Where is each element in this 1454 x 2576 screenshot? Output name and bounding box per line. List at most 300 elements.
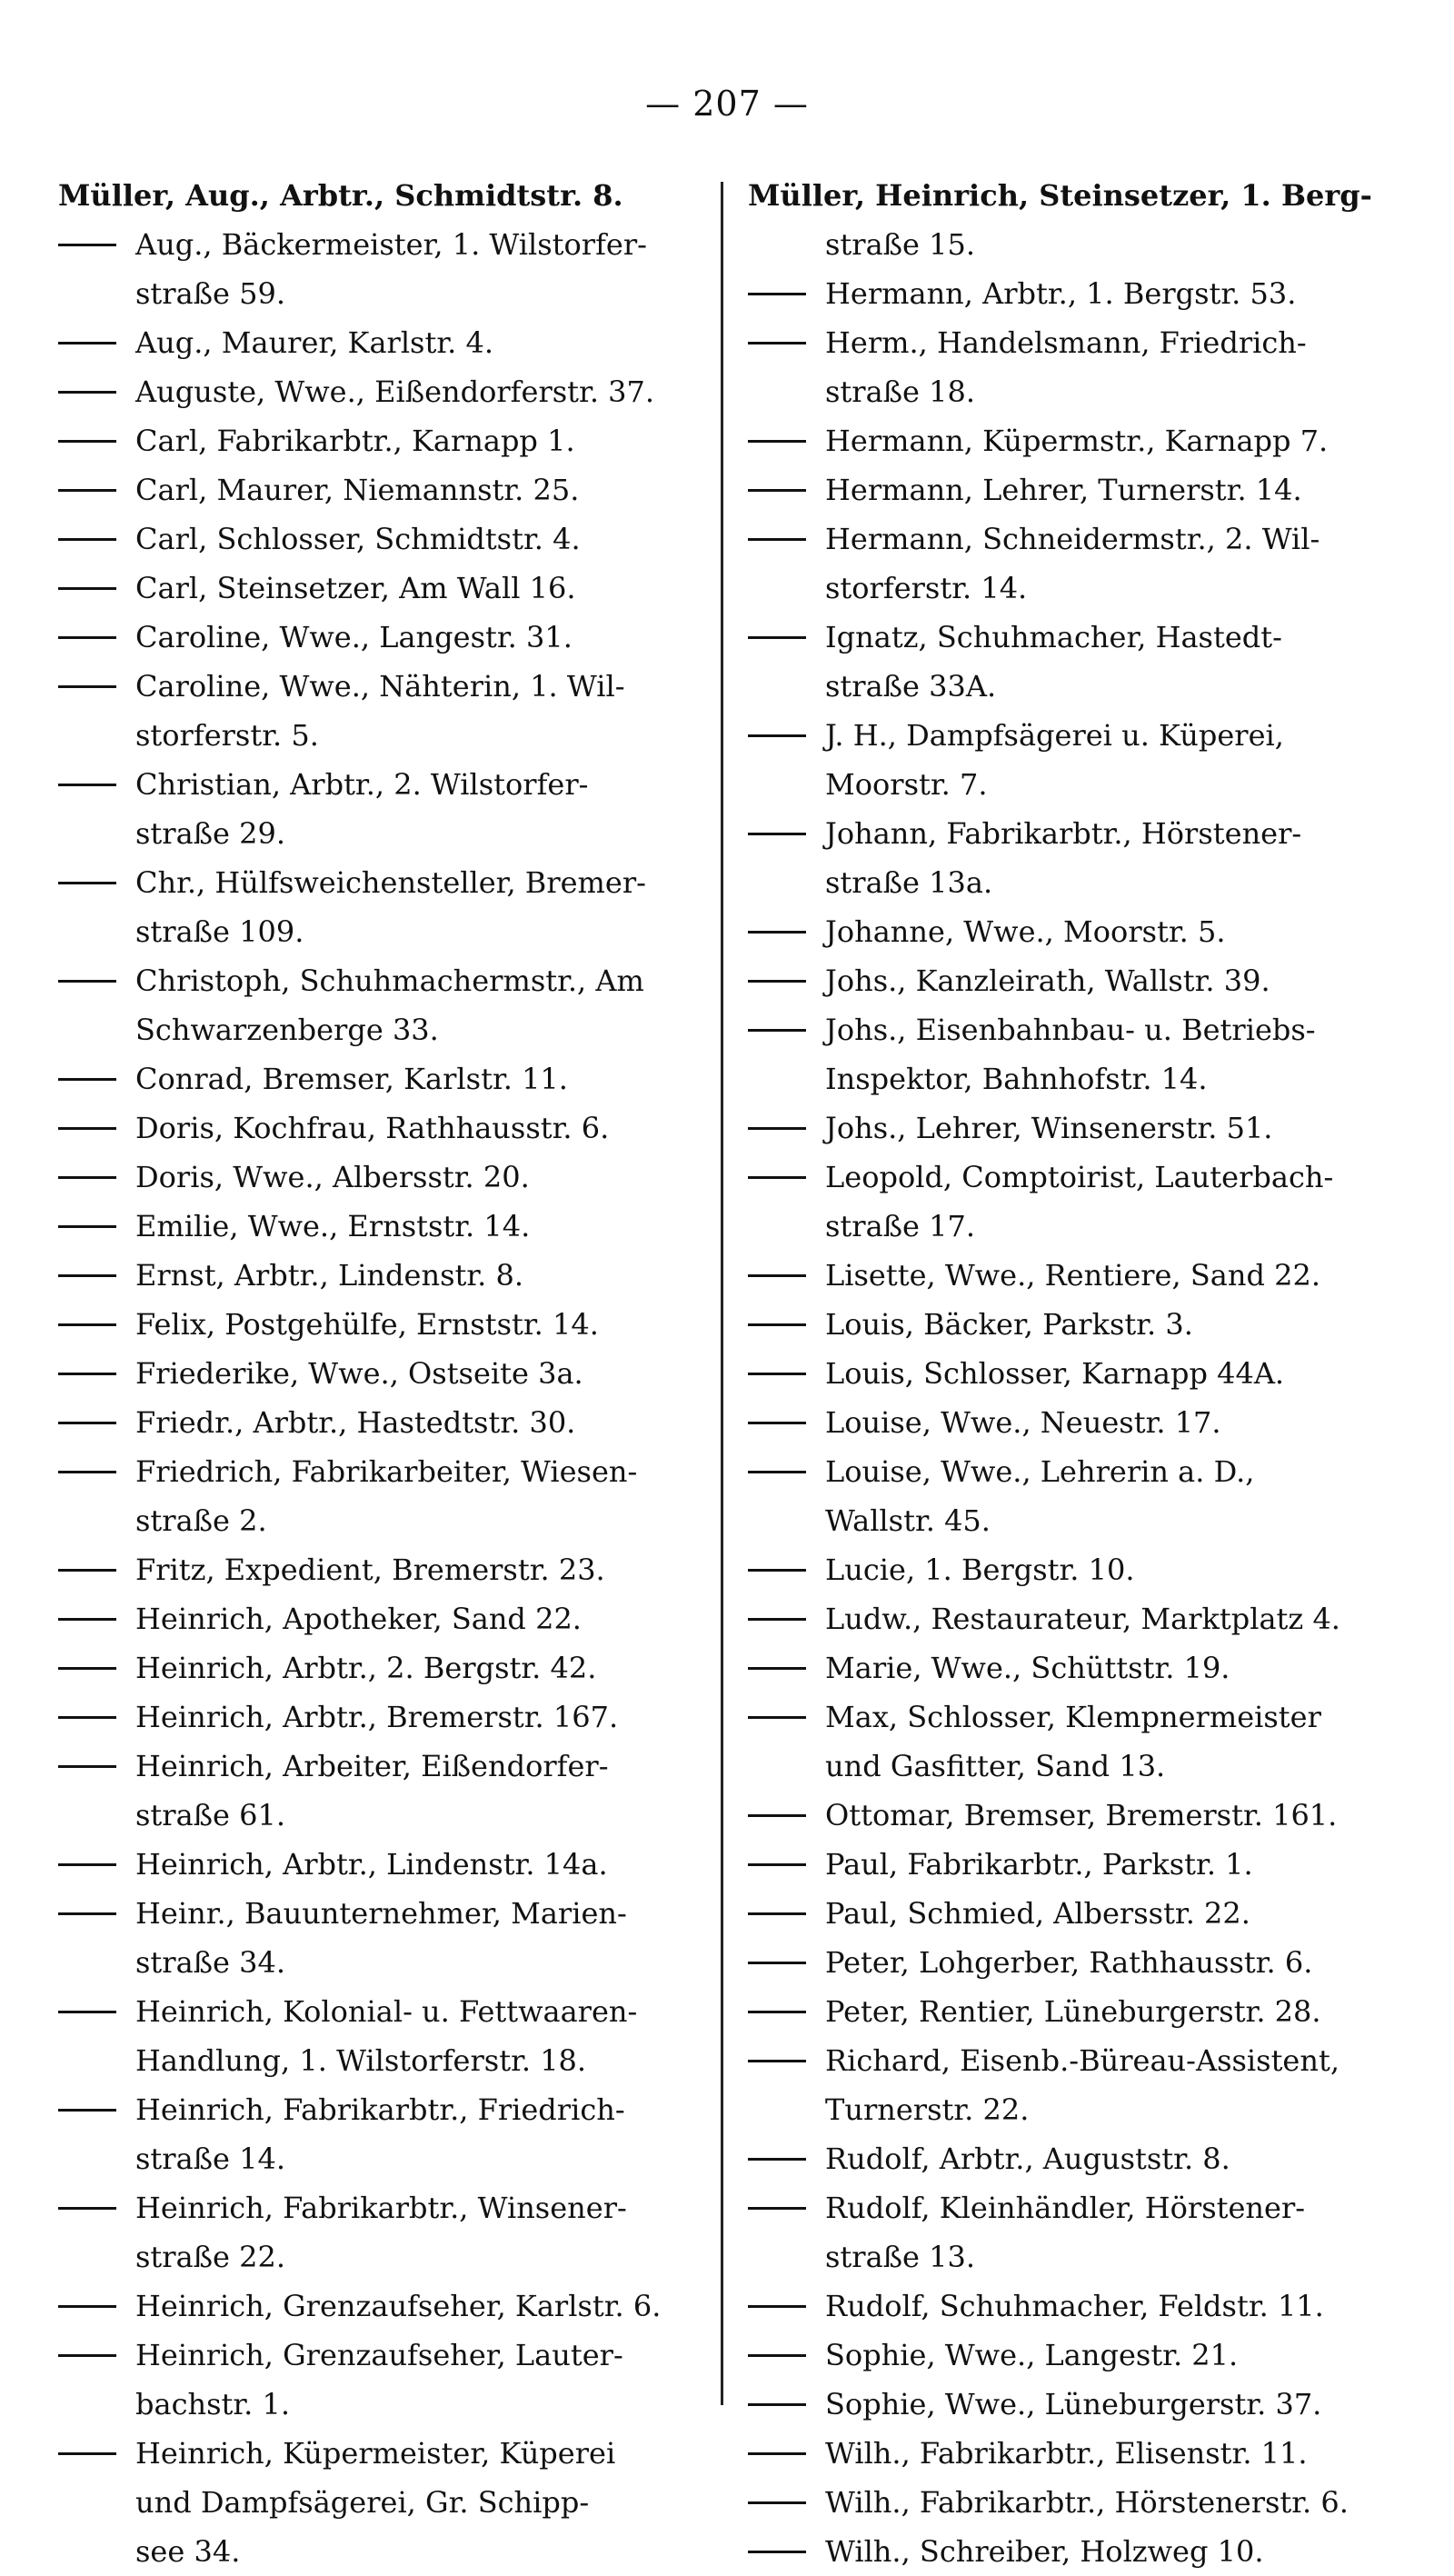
entry-text: Heinr., Bauunternehmer, Marien- <box>135 1896 627 1931</box>
directory-entry <box>748 514 1384 613</box>
entry-first-line <box>748 2478 1384 2527</box>
directory-entry <box>58 2281 712 2331</box>
ditto-dash <box>58 1594 135 1643</box>
directory-entry <box>58 1349 712 1398</box>
entry-first-line <box>748 416 1384 465</box>
entry-continuation-line <box>58 2134 712 2183</box>
entry-first-line <box>58 1643 712 1692</box>
directory-entry <box>748 2478 1384 2527</box>
entry-text: Carl, Schlosser, Schmidtstr. 4. <box>135 522 581 556</box>
entry-text: Felix, Postgehülfe, Ernststr. 14. <box>135 1307 599 1342</box>
entry-first-line <box>748 1447 1384 1496</box>
entry-continuation-line <box>58 907 712 956</box>
directory-entry <box>58 760 712 858</box>
directory-entry <box>748 1791 1384 1840</box>
entry-first-line <box>58 1840 712 1889</box>
directory-entry <box>58 1153 712 1202</box>
directory-entry <box>748 2036 1384 2134</box>
entry-text: Lucie, 1. Bergstr. 10. <box>825 1553 1135 1587</box>
directory-entry <box>748 318 1384 416</box>
entry-text: Lisette, Wwe., Rentiere, Sand 22. <box>825 1258 1320 1293</box>
entry-text: storferstr. 14. <box>825 571 1028 605</box>
directory-entry <box>748 2380 1384 2429</box>
ditto-dash <box>748 318 825 367</box>
entry-text: Paul, Schmied, Albersstr. 22. <box>825 1896 1250 1931</box>
entry-text: Ludw., Restaurateur, Marktplatz 4. <box>825 1602 1340 1636</box>
ditto-dash <box>748 907 825 956</box>
directory-entry <box>58 514 712 564</box>
entry-text: straße 14. <box>135 2142 286 2176</box>
directory-entry <box>58 1054 712 1103</box>
entry-first-line <box>58 1054 712 1103</box>
entry-first-line <box>748 2380 1384 2429</box>
entry-text: Carl, Maurer, Niemannstr. 25. <box>135 473 580 507</box>
ditto-dash <box>58 613 135 662</box>
directory-entry <box>748 1938 1384 1987</box>
entry-first-line <box>748 2036 1384 2085</box>
directory-entry <box>58 416 712 465</box>
entry-first-line <box>58 1251 712 1300</box>
entry-first-line <box>58 1692 712 1742</box>
entry-text: Heinrich, Grenzaufseher, Karlstr. 6. <box>135 2289 662 2323</box>
entry-text: Fritz, Expedient, Bremerstr. 23. <box>135 1553 605 1587</box>
entry-continuation-line <box>748 367 1384 416</box>
entry-first-line <box>58 858 712 907</box>
ditto-dash <box>748 613 825 662</box>
ditto-dash <box>748 269 825 318</box>
ditto-dash <box>748 2527 825 2576</box>
entry-text: Wilh., Fabrikarbtr., Elisenstr. 11. <box>825 2436 1308 2471</box>
directory-entry <box>58 1447 712 1545</box>
directory-entry <box>748 2183 1384 2281</box>
directory-entry <box>748 269 1384 318</box>
ditto-dash <box>58 1447 135 1496</box>
entry-text: straße 2. <box>135 1503 267 1538</box>
entry-first-line <box>748 2429 1384 2478</box>
entry-text: straße 33A. <box>825 669 997 704</box>
ditto-dash <box>748 1594 825 1643</box>
entry-text: Christoph, Schuhmachermstr., Am <box>135 964 644 998</box>
ditto-dash <box>58 465 135 514</box>
entry-first-line <box>748 2331 1384 2380</box>
ditto-dash <box>748 809 825 858</box>
ditto-dash <box>58 2281 135 2331</box>
entry-continuation-line <box>58 2527 712 2576</box>
column-divider <box>721 182 723 2405</box>
entry-text: Turnerstr. 22. <box>825 2092 1030 2127</box>
ditto-dash <box>58 2085 135 2134</box>
entry-text: Peter, Rentier, Lüneburgerstr. 28. <box>825 1994 1321 2029</box>
entry-first-line <box>748 1987 1384 2036</box>
entry-first-line <box>58 2281 712 2331</box>
ditto-dash <box>58 662 135 711</box>
ditto-dash <box>748 2478 825 2527</box>
entry-first-line <box>748 318 1384 367</box>
entry-text: Heinrich, Fabrikarbtr., Friedrich- <box>135 2092 625 2127</box>
entry-text: Friederike, Wwe., Ostseite 3a. <box>135 1356 583 1391</box>
ditto-dash <box>748 956 825 1005</box>
directory-entry <box>58 1300 712 1349</box>
entry-text: Sophie, Wwe., Lüneburgerstr. 37. <box>825 2387 1322 2421</box>
entry-continuation-line <box>58 1496 712 1545</box>
ditto-dash <box>58 367 135 416</box>
directory-entry <box>748 171 1384 269</box>
entry-first-line <box>748 1840 1384 1889</box>
directory-entry <box>748 465 1384 514</box>
entry-first-line <box>748 1791 1384 1840</box>
ditto-dash <box>748 1643 825 1692</box>
entry-text: see 34. <box>135 2534 241 2569</box>
ditto-dash <box>58 2183 135 2232</box>
entry-text: straße 15. <box>825 227 976 262</box>
entry-first-line <box>748 907 1384 956</box>
entry-continuation-line <box>748 858 1384 907</box>
ditto-dash <box>748 1153 825 1202</box>
entry-first-line <box>58 416 712 465</box>
entry-continuation-line <box>58 1791 712 1840</box>
entry-first-line <box>58 1300 712 1349</box>
entry-first-line <box>748 514 1384 564</box>
directory-entry <box>748 711 1384 809</box>
entry-continuation-line <box>748 2232 1384 2281</box>
directory-entry <box>58 318 712 367</box>
ditto-dash <box>748 711 825 760</box>
entry-text: Friedrich, Fabrikarbeiter, Wiesen- <box>135 1454 638 1489</box>
directory-entry <box>748 613 1384 711</box>
ditto-dash <box>748 465 825 514</box>
entry-first-line <box>748 809 1384 858</box>
entry-first-line <box>748 171 1384 220</box>
entry-text: Aug., Bäckermeister, 1. Wilstorfer- <box>135 227 647 262</box>
entry-text: bachstr. 1. <box>135 2387 291 2421</box>
directory-entry <box>58 1251 712 1300</box>
directory-entry <box>58 1692 712 1742</box>
entry-text: Christian, Arbtr., 2. Wilstorfer- <box>135 767 589 802</box>
ditto-dash <box>58 1054 135 1103</box>
entry-first-line <box>58 2085 712 2134</box>
directory-entry <box>58 2331 712 2429</box>
directory-entry <box>748 1300 1384 1349</box>
entry-text: Louis, Bäcker, Parkstr. 3. <box>825 1307 1193 1342</box>
entry-continuation-line <box>748 760 1384 809</box>
entry-text: Peter, Lohgerber, Rathhausstr. 6. <box>825 1945 1313 1980</box>
entry-text: straße 22. <box>135 2240 286 2274</box>
ditto-dash <box>748 1349 825 1398</box>
entry-first-line <box>58 613 712 662</box>
directory-entry <box>58 1742 712 1840</box>
ditto-dash <box>58 1545 135 1594</box>
entry-first-line <box>58 514 712 564</box>
entry-text: Heinrich, Arbtr., Lindenstr. 14a. <box>135 1847 608 1882</box>
entry-continuation-line <box>58 269 712 318</box>
entry-text: Rudolf, Schuhmacher, Feldstr. 11. <box>825 2289 1324 2323</box>
entry-first-line <box>748 2527 1384 2576</box>
entry-text: Rudolf, Kleinhändler, Hörstener- <box>825 2191 1306 2225</box>
entry-text: Heinrich, Fabrikarbtr., Winsener- <box>135 2191 627 2225</box>
entry-first-line <box>58 2331 712 2380</box>
ditto-dash <box>58 1251 135 1300</box>
entry-continuation-line <box>58 2478 712 2527</box>
entry-text: Aug., Maurer, Karlstr. 4. <box>135 325 493 360</box>
ditto-dash <box>58 1987 135 2036</box>
ditto-dash <box>748 1545 825 1594</box>
entry-text: Moorstr. 7. <box>825 767 988 802</box>
entry-text: und Dampfsägerei, Gr. Schipp- <box>135 2485 590 2520</box>
entry-first-line <box>748 1938 1384 1987</box>
entry-text: Louise, Wwe., Lehrerin a. D., <box>825 1454 1255 1489</box>
ditto-dash <box>58 416 135 465</box>
entry-text: straße 13. <box>825 2240 976 2274</box>
entry-text: Handlung, 1. Wilstorferstr. 18. <box>135 2043 587 2078</box>
entry-text: straße 13a. <box>825 865 993 900</box>
entry-text: Hermann, Arbtr., 1. Bergstr. 53. <box>825 276 1297 311</box>
directory-entry <box>58 220 712 318</box>
directory-entry <box>748 809 1384 907</box>
directory-entry <box>58 613 712 662</box>
entry-text: Ignatz, Schuhmacher, Hastedt- <box>825 620 1282 654</box>
entry-text: Johs., Lehrer, Winsenerstr. 51. <box>825 1111 1273 1145</box>
entry-continuation-line <box>748 2085 1384 2134</box>
directory-entry <box>748 1349 1384 1398</box>
directory-entry <box>748 2527 1384 2576</box>
directory-entry <box>748 1398 1384 1447</box>
entry-text: straße 17. <box>825 1209 976 1243</box>
entry-text: Rudolf, Arbtr., Auguststr. 8. <box>825 2142 1230 2176</box>
ditto-dash <box>748 1889 825 1938</box>
ditto-dash <box>748 1398 825 1447</box>
ditto-dash <box>58 2331 135 2380</box>
ditto-dash <box>58 1103 135 1153</box>
ditto-dash <box>748 2183 825 2232</box>
entry-first-line <box>748 1398 1384 1447</box>
ditto-dash <box>748 1840 825 1889</box>
directory-entry <box>748 2281 1384 2331</box>
entry-first-line <box>58 1889 712 1938</box>
entry-first-line <box>58 318 712 367</box>
directory-entry <box>748 956 1384 1005</box>
directory-entry <box>58 1398 712 1447</box>
ditto-dash <box>58 1398 135 1447</box>
entry-text: Heinrich, Arbtr., Bremerstr. 167. <box>135 1700 619 1734</box>
entry-text: Richard, Eisenb.-Büreau-Assistent, <box>825 2043 1339 2078</box>
entry-text: Heinrich, Arbeiter, Eißendorfer- <box>135 1749 609 1783</box>
entry-first-line <box>748 1103 1384 1153</box>
entry-first-line <box>58 1447 712 1496</box>
entry-first-line <box>748 1153 1384 1202</box>
entry-continuation-line <box>58 711 712 760</box>
ditto-dash <box>58 318 135 367</box>
entry-text: Caroline, Wwe., Nähterin, 1. Wil- <box>135 669 625 704</box>
ditto-dash <box>748 2331 825 2380</box>
entry-text: storferstr. 5. <box>135 718 319 753</box>
entry-first-line <box>58 1742 712 1791</box>
entry-continuation-line <box>58 2036 712 2085</box>
entry-first-line <box>58 2429 712 2478</box>
entry-text: Leopold, Comptoirist, Lauterbach- <box>825 1160 1334 1194</box>
directory-entry <box>748 1840 1384 1889</box>
entry-first-line <box>58 171 712 220</box>
entry-first-line <box>748 465 1384 514</box>
ditto-dash <box>748 514 825 564</box>
directory-entry <box>58 858 712 956</box>
entry-continuation-line <box>748 1054 1384 1103</box>
ditto-dash <box>748 2380 825 2429</box>
entry-text: straße 109. <box>135 914 304 949</box>
entry-first-line <box>58 564 712 613</box>
entry-continuation-line <box>58 2232 712 2281</box>
entry-text: Emilie, Wwe., Ernststr. 14. <box>135 1209 531 1243</box>
entry-text: Herm., Handelsmann, Friedrich- <box>825 325 1307 360</box>
entry-first-line <box>748 1349 1384 1398</box>
ditto-dash <box>748 1987 825 2036</box>
entry-text: straße 59. <box>135 276 286 311</box>
ditto-dash <box>58 1643 135 1692</box>
directory-entry <box>748 1643 1384 1692</box>
entry-text: straße 61. <box>135 1798 286 1832</box>
directory-entry <box>748 1889 1384 1938</box>
entry-text: Schwarzenberge 33. <box>135 1013 439 1047</box>
entry-text: Paul, Fabrikarbtr., Parkstr. 1. <box>825 1847 1253 1882</box>
entry-text: Heinrich, Grenzaufseher, Lauter- <box>135 2338 623 2372</box>
entry-first-line <box>58 1349 712 1398</box>
directory-entry <box>748 416 1384 465</box>
entry-continuation-line <box>748 1496 1384 1545</box>
entry-text: straße 18. <box>825 374 976 409</box>
entry-first-line <box>748 1300 1384 1349</box>
entry-continuation-line <box>748 220 1384 269</box>
entry-first-line <box>58 1987 712 2036</box>
ditto-dash <box>58 858 135 907</box>
directory-entry <box>58 1643 712 1692</box>
directory-entry <box>58 1987 712 2085</box>
entry-text: Johanne, Wwe., Moorstr. 5. <box>825 914 1226 949</box>
entry-text: Sophie, Wwe., Langestr. 21. <box>825 2338 1239 2372</box>
ditto-dash <box>748 1103 825 1153</box>
entry-first-line <box>58 956 712 1005</box>
directory-entry <box>58 1889 712 1987</box>
ditto-dash <box>748 1791 825 1840</box>
entry-text: Wilh., Schreiber, Holzweg 10. <box>825 2534 1264 2569</box>
directory-entry <box>748 2134 1384 2183</box>
entry-first-line <box>748 1251 1384 1300</box>
ditto-dash <box>748 2134 825 2183</box>
directory-entry <box>58 2429 712 2576</box>
entry-continuation-line <box>748 662 1384 711</box>
entry-text: Johann, Fabrikarbtr., Hörstener- <box>825 816 1302 851</box>
directory-entry <box>748 1005 1384 1103</box>
ditto-dash <box>58 1840 135 1889</box>
entry-continuation-line <box>748 1742 1384 1791</box>
entry-continuation-line <box>58 809 712 858</box>
entry-text: Carl, Steinsetzer, Am Wall 16. <box>135 571 576 605</box>
directory-entry <box>748 1594 1384 1643</box>
entry-first-line <box>748 2281 1384 2331</box>
entry-text: Müller, Heinrich, Steinsetzer, 1. Berg- <box>748 178 1372 213</box>
ditto-dash <box>58 1692 135 1742</box>
ditto-dash <box>58 220 135 269</box>
entry-first-line <box>748 1889 1384 1938</box>
entry-text: Auguste, Wwe., Eißendorferstr. 37. <box>135 374 655 409</box>
ditto-dash <box>748 416 825 465</box>
directory-entry <box>58 1103 712 1153</box>
directory-entry <box>748 2429 1384 2478</box>
ditto-dash <box>58 564 135 613</box>
directory-entry <box>58 662 712 760</box>
directory-entry <box>58 367 712 416</box>
right-column <box>748 171 1384 2576</box>
entry-first-line <box>58 1545 712 1594</box>
directory-entry <box>58 465 712 514</box>
entry-first-line <box>58 1103 712 1153</box>
entry-text: Carl, Fabrikarbtr., Karnapp 1. <box>135 424 575 458</box>
entry-first-line <box>748 269 1384 318</box>
page-number: — 207 — <box>645 84 809 124</box>
entry-first-line <box>748 1643 1384 1692</box>
directory-entry <box>58 564 712 613</box>
entry-first-line <box>748 2134 1384 2183</box>
ditto-dash <box>748 1692 825 1742</box>
directory-entry <box>58 956 712 1054</box>
ditto-dash <box>58 1889 135 1938</box>
entry-first-line <box>58 1594 712 1643</box>
entry-text: Doris, Kochfrau, Rathhausstr. 6. <box>135 1111 610 1145</box>
entry-text: Johs., Eisenbahnbau- u. Betriebs- <box>825 1013 1316 1047</box>
entry-text: Ottomar, Bremser, Bremerstr. 161. <box>825 1798 1338 1832</box>
ditto-dash <box>58 1153 135 1202</box>
ditto-dash <box>58 514 135 564</box>
entry-text: Müller, Aug., Arbtr., Schmidtstr. 8. <box>58 178 623 213</box>
ditto-dash <box>748 1447 825 1496</box>
entry-text: Conrad, Bremser, Karlstr. 11. <box>135 1062 568 1096</box>
entry-first-line <box>58 367 712 416</box>
ditto-dash <box>58 956 135 1005</box>
directory-entry <box>748 1103 1384 1153</box>
entry-text: Hermann, Küpermstr., Karnapp 7. <box>825 424 1329 458</box>
ditto-dash <box>748 2281 825 2331</box>
left-column <box>58 171 712 2576</box>
directory-entry <box>58 2183 712 2281</box>
ditto-dash <box>58 1202 135 1251</box>
entry-continuation-line <box>748 564 1384 613</box>
entry-first-line <box>748 613 1384 662</box>
entry-text: straße 34. <box>135 1945 286 1980</box>
directory-entry <box>748 1692 1384 1791</box>
entry-first-line <box>748 711 1384 760</box>
directory-entry <box>58 171 712 220</box>
entry-text: Wilh., Fabrikarbtr., Hörstenerstr. 6. <box>825 2485 1349 2520</box>
entry-text: Heinrich, Kolonial- u. Fettwaaren- <box>135 1994 638 2029</box>
entry-first-line <box>748 2183 1384 2232</box>
directory-entry <box>58 2085 712 2183</box>
directory-entry <box>748 1251 1384 1300</box>
entry-text: Louis, Schlosser, Karnapp 44A. <box>825 1356 1285 1391</box>
entry-first-line <box>748 1005 1384 1054</box>
entry-first-line <box>58 1153 712 1202</box>
entry-text: Heinrich, Küpermeister, Küperei <box>135 2436 616 2471</box>
directory-entry <box>58 1545 712 1594</box>
ditto-dash <box>58 1349 135 1398</box>
entry-first-line <box>748 1594 1384 1643</box>
entry-text: Heinrich, Apotheker, Sand 22. <box>135 1602 582 1636</box>
directory-entry <box>58 1840 712 1889</box>
entry-text: Max, Schlosser, Klempnermeister <box>825 1700 1321 1734</box>
entry-continuation-line <box>58 1005 712 1054</box>
directory-entry <box>748 907 1384 956</box>
directory-entry <box>58 1202 712 1251</box>
ditto-dash <box>748 1938 825 1987</box>
entry-text: Doris, Wwe., Albersstr. 20. <box>135 1160 530 1194</box>
entry-text: Hermann, Lehrer, Turnerstr. 14. <box>825 473 1302 507</box>
